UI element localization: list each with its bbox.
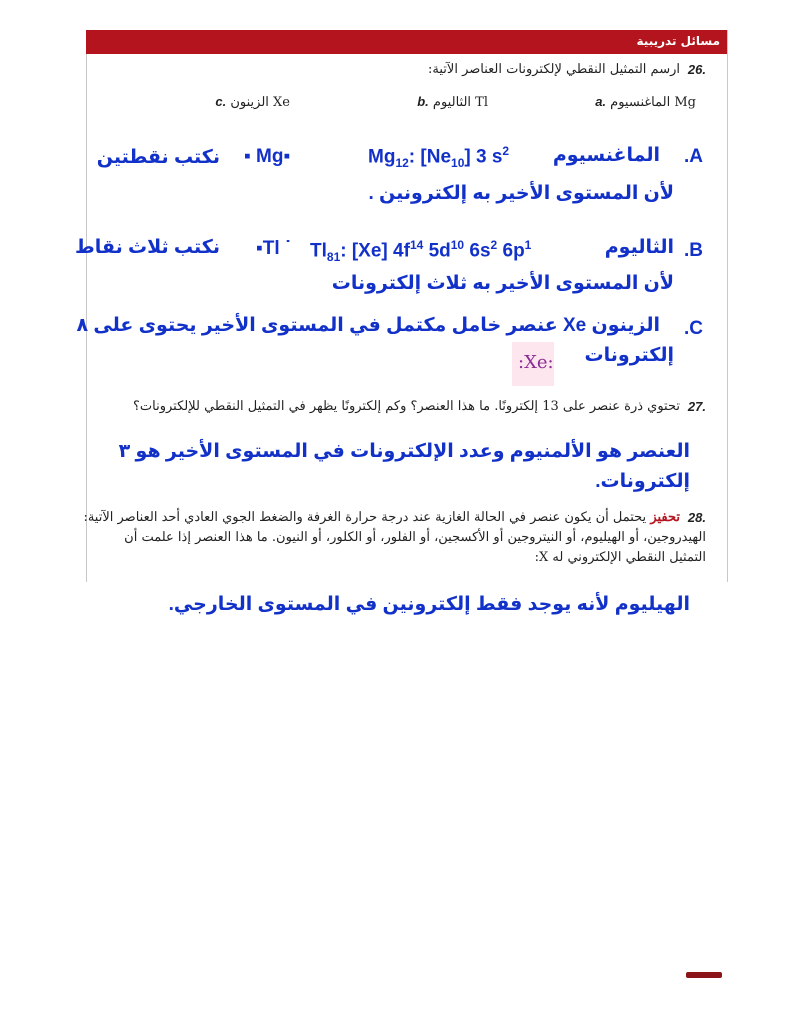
section-title: مسائل تدريبية	[636, 34, 720, 48]
answer-a-letter: .A	[684, 146, 703, 167]
answer-c-statement-cont: إلكترونات	[584, 345, 674, 366]
q28-line1: تحفيز يحتمل أن يكون عنصر في الحالة الغازية عند درجة حرارة الغرفة والضغط الجوي العادي أحد العناصر الآتية:	[83, 510, 680, 525]
answer-a-element: الماغنسيوم	[552, 145, 660, 166]
q28-line2: الهيدروجين، أو الهيليوم، أو النيتروجين أو الأكسجين، أو الفلور، أو الكلور، أو النيون. ما هذا العنصر إذا علمت أن	[124, 530, 706, 545]
answer-b-explanation: لأن المستوى الأخير به ثلاث إلكترونات	[331, 273, 674, 294]
q28-line3: التمثيل النقطي الإلكتروني له X:	[534, 550, 706, 565]
xe-dot-structure-symbol: :Xe:	[518, 352, 554, 373]
answer-b-letter: .B	[684, 240, 703, 261]
answer-28: الهيليوم لأنه يوجد فقط إلكترونين في المستوى الخارجي.	[168, 594, 690, 615]
section-header-bar	[86, 30, 727, 54]
answer-c-letter: .C	[684, 318, 703, 339]
q26-option-b: b. الثاليوم Tl	[417, 94, 488, 110]
answer-b-config: $Tl_{81}$: [Xe] $4f^{14}$ $5d^{10}$ $6s^2$ $6p^1$	[310, 238, 532, 265]
q28-number: 28.	[687, 510, 706, 525]
answer-c-statement: الزينون Xe عنصر خامل مكتمل في المستوى الأخير يحتوى على ٨	[76, 315, 660, 336]
answer-a-dot-structure: ▪ Mg▪	[244, 146, 291, 167]
answer-b-dot-structure: ▪Tl ˙	[256, 238, 292, 259]
q26-option-a: a. الماغنسيوم Mg	[595, 94, 696, 110]
answer-b-note: نكتب ثلاث نقاط	[75, 237, 220, 258]
answer-27-line1: العنصر هو الألمنيوم وعدد الإلكترونات في المستوى الأخير هو ٣	[118, 441, 690, 462]
answer-b-element: الثاليوم	[604, 237, 674, 258]
q27-number: 27.	[687, 399, 706, 414]
answer-a-explanation: لأن المستوى الأخير به إلكترونين .	[368, 183, 674, 204]
answer-a-config: $Mg_{12}$: $[Ne_{10}]$ 3 $s^2$	[368, 144, 510, 171]
q26-number: 26.	[687, 62, 706, 77]
textbook-page-panel	[86, 30, 728, 582]
answer-27-line2: إلكترونات.	[595, 471, 690, 492]
page-footer-mark	[686, 972, 722, 978]
q26-prompt: ارسم التمثيل النقطي لإلكترونات العناصر الآتية:	[428, 62, 680, 77]
q26-option-c: c. الزينون Xe	[215, 94, 290, 110]
answer-a-note: نكتب نقطتين	[96, 147, 220, 168]
q27-prompt: تحتوي ذرة عنصر على 13 إلكترونًا. ما هذا العنصر؟ وكم إلكترونًا يظهر في التمثيل النقطي للإلكترونات؟	[133, 399, 680, 414]
